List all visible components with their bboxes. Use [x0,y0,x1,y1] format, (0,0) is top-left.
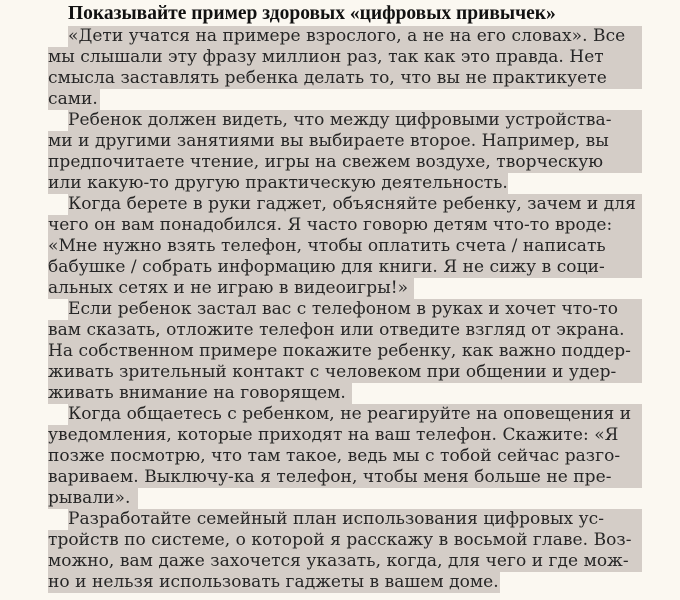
text-line: смысла заставлять ребенка делать то, что вы не практикуете [48,68,642,89]
text-line: можно, вам даже захочется указать, когда, для чего и где мож- [48,551,642,572]
text-line: На собственном примере покажите ребенку, как важно поддер- [48,341,642,362]
text-line: вам сказать, отложите телефон или отведите взгляд от экрана. [48,320,642,341]
text-line: Если ребенок застал вас с телефоном в руках и хочет что-то [68,299,642,320]
text-line: чего он вам понадобился. Я часто говорю детям что-то вроде: [48,215,642,236]
text-line: позже посмотрю, что там такое, ведь мы с тобой сейчас разго- [48,446,642,467]
text-line: ми и другими занятиями вы выбираете второе. Например, вы [48,131,642,152]
text-line: рывали». [48,488,138,509]
section-heading: Показывайте пример здоровых «цифровых привычек» [68,3,556,24]
text-line: «Мне нужно взять телефон, чтобы оплатить счета / написать [48,236,642,257]
text-line: вариваем. Выключу-ка я телефон, чтобы меня больше не пре- [48,467,642,488]
text-line: Разработайте семейный план использования цифровых ус- [68,509,642,530]
text-line: или какую-то другую практическую деятельность. [48,173,508,193]
text-line: уведомления, которые приходят на ваш телефон. Скажите: «Я [48,425,642,446]
text-line: но и нельзя использовать гаджеты в вашем доме. [48,572,499,592]
text-line: мы слышали эту фразу миллион раз, так как это правда. Нет [48,47,642,68]
text-line: сами. [48,89,100,110]
text-line: бабушке / собрать информацию для книги. Я не сижу в соци- [48,257,642,278]
text-line: альных сетях и не играю в видеоигры!» [48,278,414,299]
text-line: Когда берете в руки гаджет, объясняйте ребенку, зачем и для [68,194,642,215]
text-line: живать внимание на говорящем. [48,383,352,404]
text-line: Ребенок должен видеть, что между цифровыми устройства- [68,110,642,131]
text-line: предпочитаете чтение, игры на свежем воздухе, творческую [48,152,642,173]
text-line: Когда общаетесь с ребенком, не реагируйте на оповещения и [68,404,642,425]
text-line: тройств по системе, о которой я расскажу в восьмой главе. Воз- [48,530,642,551]
text-line: живать зрительный контакт с человеком при общении и удер- [48,362,642,383]
text-line: «Дети учатся на примере взрослого, а не на его словах». Все [68,26,642,47]
